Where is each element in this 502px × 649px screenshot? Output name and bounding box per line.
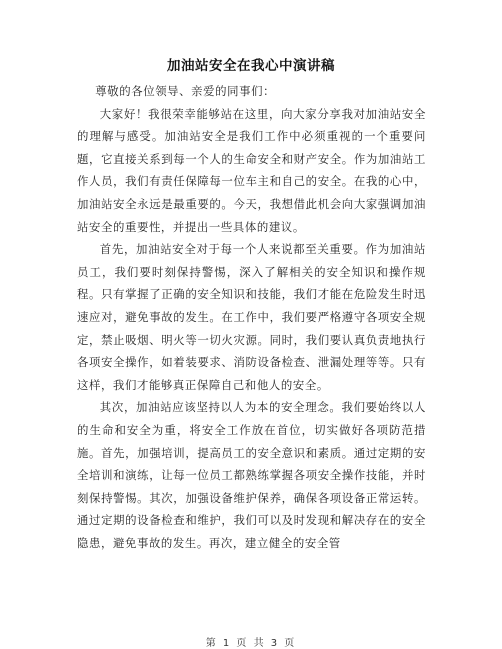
paragraph-3: 其次，加油站应该坚持以人为本的安全理念。我们要始终以人的生命和安全为重，将安全工作放在首位，切实做好各项防范措施。首先，加强培训，提高员工的安全意识和素质。通过定期的安全培训和演练，让每一位员工都熟练掌握各项安全操作技能，并时刻保持警惕。其次，加强设备维护保养，确保各项设备正常运转。通过定期的设备检查和维护，我们可以及时发现和解决存在的安全隐患，避免事故的发生。再次，建立健全的安全管 [77,400,426,550]
page-number-footer: 第 1 页 共 3 页 [205,638,297,649]
salutation: 尊敬的各位领导、亲爱的同事们： [95,84,276,98]
document-title: 加油站安全在我心中演讲稿 [167,58,335,74]
paragraph-2: 首先，加油站安全对于每一个人来说都至关重要。作为加油站员工，我们要时刻保持警惕，深入了解相关的安全知识和操作规程。只有掌握了正确的安全知识和技能，我们才能在危险发生时迅速应对，避免事故的发生。在工作中，我们要严格遵守各项安全规定，禁止吸烟、明火等一切火灾源。同时，我们要认真负责地执行各项安全操作，如着装要求、消防设备检查、泄漏处理等等。只有这样，我们才能够真正保障自己和他人的安全。 [77,242,426,392]
document-body [77,80,426,554]
paragraph-1: 大家好！我很荣幸能够站在这里，向大家分享我对加油站安全的理解与感受。加油站安全是我们工作中必须重视的一个重要问题，它直接关系到每一个人的生命安全和财产安全。作为加油站工作人员，我们有责任保障每一位车主和自己的安全。在我的心中，加油站安全永远是最重要的。今天，我想借此机会向大家强调加油站安全的重要性，并提出一些具体的建议。 [77,106,426,234]
